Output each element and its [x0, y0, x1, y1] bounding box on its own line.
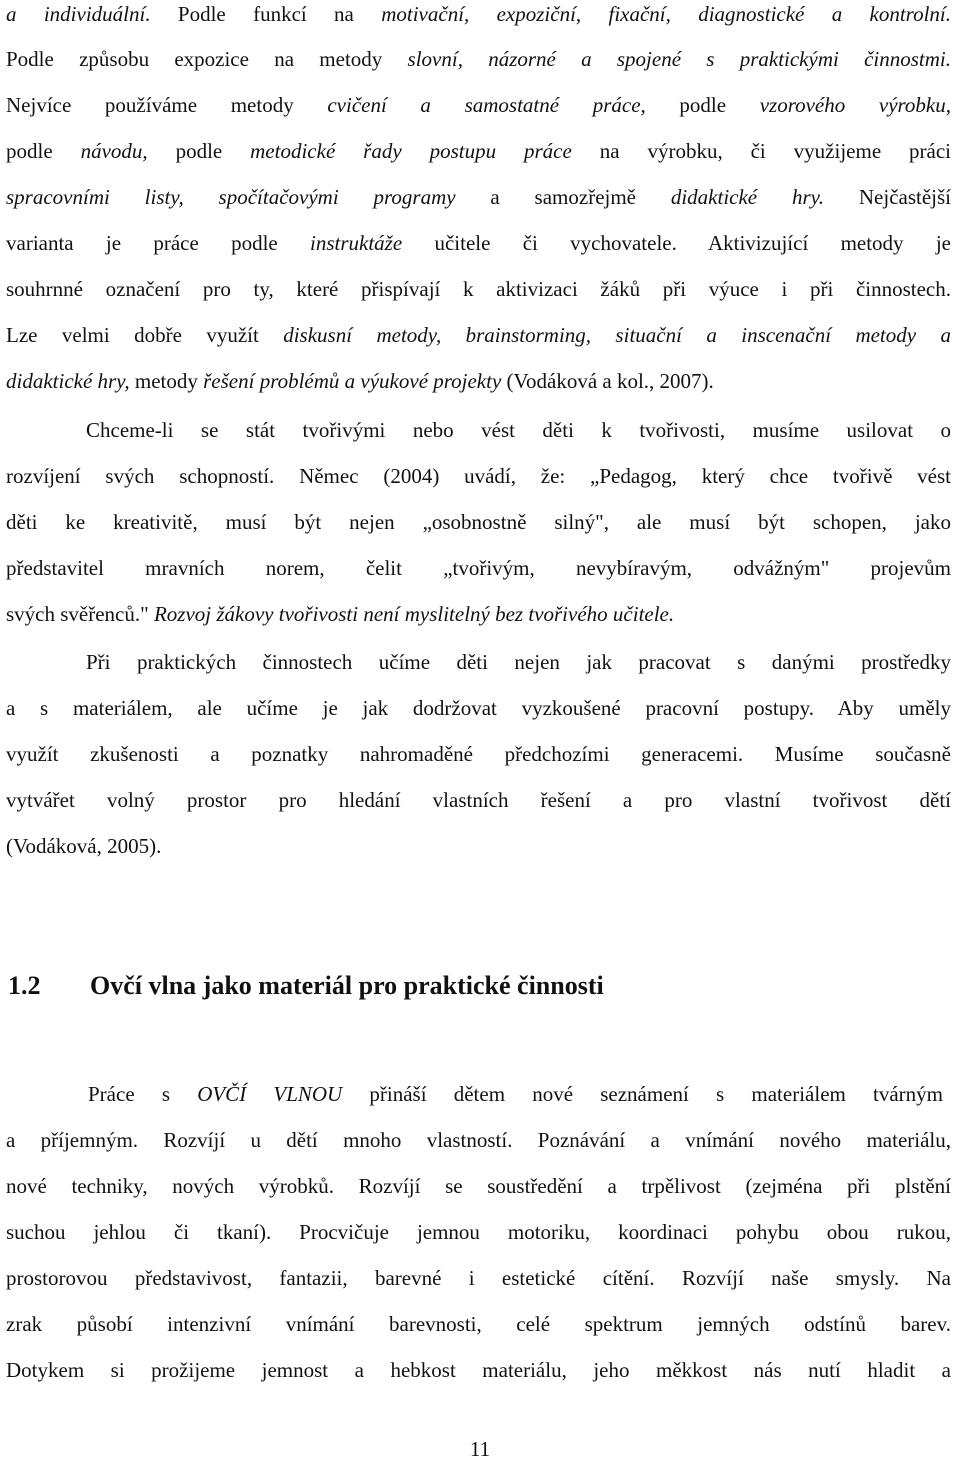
- text-segment: suchou jehlou či tkaní). Procvičuje jemnou motoriku, koordinaci pohybu obou rukou,: [6, 1220, 951, 1244]
- text-line: [86, 416, 951, 444]
- italic-text: didaktické hry.: [670, 185, 825, 209]
- text-segment: Chceme-li se stát tvořivými nebo vést děti k tvořivosti, musíme usilovat o: [86, 418, 951, 442]
- text-segment: Dotykem si prožijeme jemnost a hebkost materiálu, jeho měkkost nás nutí hladit a: [6, 1358, 951, 1382]
- italic-text: cvičení a samostatné práce,: [327, 93, 646, 117]
- text-line: [6, 137, 951, 165]
- italic-text: návodu,: [80, 139, 148, 163]
- text-segment: varianta je práce podle: [6, 231, 311, 255]
- text-line: [6, 367, 951, 395]
- text-segment: děti ke kreativitě, musí být nejen „osobnostně silný", ale musí být schopen, jako: [6, 510, 951, 534]
- section-heading: [8, 970, 604, 1002]
- italic-text: instruktáže: [310, 231, 403, 255]
- italic-text: Rozvoj žákovy tvořivosti není myslitelný bez tvořivého učitele.: [153, 602, 675, 626]
- section-number: 1.2: [8, 971, 41, 1000]
- text-segment: podle: [147, 139, 251, 163]
- text-segment: a příjemným. Rozvíjí u dětí mnoho vlastností. Poznávání a vnímání nového materiálu,: [6, 1128, 951, 1152]
- text-segment: podle: [6, 139, 81, 163]
- italic-text: diskusní metody, brainstorming, situační a inscenační metody a: [283, 323, 951, 347]
- text-line: [6, 508, 951, 536]
- italic-text: didaktické hry,: [6, 369, 130, 393]
- text-segment: a s materiálem, ale učíme je jak dodržovat vyzkoušené pracovní postupy. Aby uměly: [6, 696, 951, 720]
- page-number: 11: [469, 1437, 491, 1461]
- text-line: [6, 0, 951, 28]
- text-line: [86, 648, 951, 676]
- text-segment: představitel mravních norem, čelit „tvořivým, nevybíravým, odvážným" projevům: [6, 556, 951, 580]
- text-line: [6, 275, 951, 303]
- text-segment: využít zkušenosti a poznatky nahromaděné předchozími generacemi. Musíme současně: [6, 742, 951, 766]
- text-line: [6, 229, 951, 257]
- italic-text: metodické řady postupu práce: [250, 139, 572, 163]
- text-segment: (Vodáková, 2005).: [6, 834, 162, 858]
- text-segment: prostorovou představivost, fantazii, barevné i estetické cítění. Rozvíjí naše smysly. Na: [6, 1266, 951, 1290]
- text-segment: Podle způsobu expozice na metody: [6, 47, 408, 71]
- italic-text: slovní, názorné a spojené s praktickými činnostmi.: [407, 47, 951, 71]
- text-segment: Podle funkcí na: [150, 2, 382, 26]
- text-line: [6, 1218, 951, 1246]
- text-line: [6, 694, 951, 722]
- text-line: [6, 462, 951, 490]
- text-line: [6, 1264, 951, 1292]
- text-line: [6, 45, 951, 73]
- text-segment: svých svěřenců.": [6, 602, 154, 626]
- italic-text: vzorového výrobku,: [759, 93, 951, 117]
- text-line: [6, 786, 951, 814]
- text-line: [6, 554, 951, 582]
- text-line: [6, 600, 951, 628]
- text-line: [6, 91, 951, 119]
- text-segment: přináší dětem nové seznámení s materiálem tvárným: [342, 1082, 944, 1106]
- text-line: [6, 1172, 951, 1200]
- text-line: [6, 321, 951, 349]
- text-segment: zrak působí intenzivní vnímání barevnosti, celé spektrum jemných odstínů barev.: [6, 1312, 951, 1336]
- text-segment: na výrobku, či využijeme práci: [571, 139, 952, 163]
- text-segment: Lze velmi dobře využít: [6, 323, 284, 347]
- text-segment: souhrnné označení pro ty, které přispívají k aktivizaci žáků při výuce i při činnostech.: [6, 277, 951, 301]
- text-segment: rozvíjení svých schopností. Němec (2004) uvádí, že: „Pedagog, který chce tvořivě vést: [6, 464, 951, 488]
- text-segment: podle: [645, 93, 760, 117]
- text-line: [6, 832, 951, 860]
- text-segment: Nejčastější: [824, 185, 952, 209]
- text-line: [6, 1356, 951, 1384]
- text-line: [88, 1080, 943, 1108]
- text-line: [6, 183, 951, 211]
- italic-text: motivační, expoziční, fixační, diagnostické a kontrolní.: [381, 2, 951, 26]
- text-line: [6, 1310, 951, 1338]
- text-segment: vytvářet volný prostor pro hledání vlastních řešení a pro vlastní tvořivost dětí: [6, 788, 951, 812]
- text-segment: Nejvíce používáme metody: [6, 93, 328, 117]
- italic-text: a individuální.: [6, 2, 151, 26]
- italic-text: řešení problémů a výukové projekty: [203, 369, 502, 393]
- text-line: [6, 740, 951, 768]
- text-segment: a samozřejmě: [455, 185, 671, 209]
- section-title: Ovčí vlna jako materiál pro praktické činnosti: [90, 971, 604, 1000]
- text-line: [6, 1126, 951, 1154]
- text-segment: Práce s: [88, 1082, 198, 1106]
- text-segment: nové techniky, nových výrobků. Rozvíjí se soustředění a trpělivost (zejména při plstění: [6, 1174, 951, 1198]
- text-segment: učitele či vychovatele. Aktivizující metody je: [402, 231, 951, 255]
- text-segment: Při praktických činnostech učíme děti nejen jak pracovat s danými prostředky: [86, 650, 951, 674]
- text-segment: (Vodáková a kol., 2007).: [501, 369, 714, 393]
- text-segment: metody: [129, 369, 204, 393]
- italic-text: spracovními listy, spočítačovými programy: [6, 185, 456, 209]
- italic-text: OVČÍ VLNOU: [197, 1082, 343, 1106]
